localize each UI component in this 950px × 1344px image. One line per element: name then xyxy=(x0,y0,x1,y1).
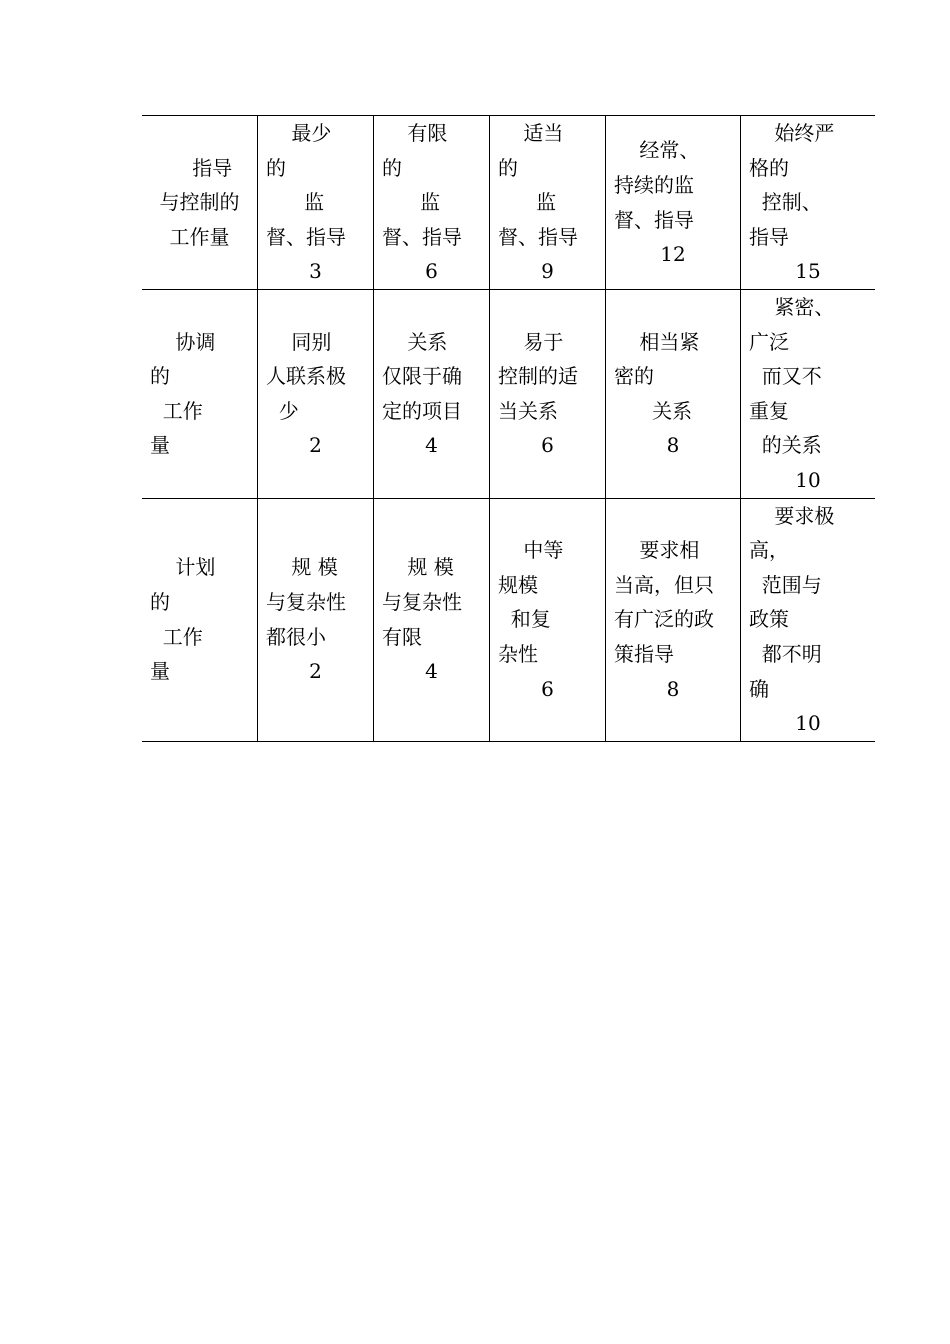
cell-line: 定的项目 xyxy=(382,398,462,423)
cell-line: 密的 xyxy=(614,364,654,389)
cell-line: 和复 xyxy=(498,607,551,632)
table-cell xyxy=(606,498,741,741)
header-line: 与控制的 xyxy=(159,190,240,215)
score-value: 3 xyxy=(309,259,322,284)
cell-line: 的关系 xyxy=(749,433,822,458)
table-cell xyxy=(741,290,876,499)
cell-line: 要求极 xyxy=(749,503,835,528)
cell-line: 规 模 xyxy=(266,555,338,580)
table-row xyxy=(142,498,875,741)
cell-line: 经常、 xyxy=(614,138,700,163)
table-row xyxy=(142,116,875,290)
score-value: 2 xyxy=(309,433,322,458)
cell-line: 督、指导 xyxy=(266,224,346,249)
cell-line: 适当 xyxy=(498,121,564,146)
score-value: 6 xyxy=(541,433,554,458)
cell-line: 人联系极 xyxy=(266,364,346,389)
cell-line: 少 xyxy=(266,398,299,423)
row-header-guidance xyxy=(142,116,258,290)
cell-line: 要求相 xyxy=(614,538,700,563)
cell-line: 最少 xyxy=(266,121,332,146)
cell-line: 范围与 xyxy=(749,572,822,597)
header-line: 的 xyxy=(150,364,170,389)
cell-line: 有限 xyxy=(382,121,448,146)
cell-line: 确 xyxy=(749,676,769,701)
cell-line: 杂性 xyxy=(498,641,538,666)
header-line: 计划 xyxy=(150,555,216,580)
cell-line: 的 xyxy=(498,155,518,180)
cell-line: 与复杂性 xyxy=(382,590,462,615)
cell-line: 当高，但只 xyxy=(614,572,714,597)
cell-line: 监 xyxy=(382,190,441,215)
score-value: 10 xyxy=(795,467,821,492)
cell-line: 当关系 xyxy=(498,398,558,423)
table-cell xyxy=(374,290,490,499)
cell-line: 都很小 xyxy=(266,624,326,649)
table-cell xyxy=(258,116,374,290)
cell-line: 关系 xyxy=(382,329,448,354)
table-cell xyxy=(606,116,741,290)
cell-line: 广泛 xyxy=(749,329,789,354)
header-line: 量 xyxy=(150,433,170,458)
cell-line: 政策 xyxy=(749,607,789,632)
cell-line: 易于 xyxy=(498,329,564,354)
cell-line: 控制的适 xyxy=(498,364,578,389)
table-cell xyxy=(374,498,490,741)
cell-line: 监 xyxy=(498,190,557,215)
cell-line: 格的 xyxy=(749,155,789,180)
cell-line: 有广泛的政 xyxy=(614,607,714,632)
score-value: 12 xyxy=(660,242,686,267)
score-value: 2 xyxy=(309,659,322,684)
cell-line: 高， xyxy=(749,538,789,563)
cell-line: 与复杂性 xyxy=(266,590,346,615)
header-line: 工作 xyxy=(150,398,203,423)
cell-line: 的 xyxy=(382,155,402,180)
header-line: 指导 xyxy=(166,155,233,180)
score-value: 4 xyxy=(425,433,438,458)
header-line: 工作 xyxy=(150,624,203,649)
cell-line: 中等 xyxy=(498,538,564,563)
cell-line: 规模 xyxy=(498,572,538,597)
row-header-planning xyxy=(142,498,258,741)
cell-line: 督、指导 xyxy=(498,224,578,249)
cell-line: 关系 xyxy=(614,398,693,423)
evaluation-table xyxy=(142,115,875,742)
cell-line: 的 xyxy=(266,155,286,180)
score-value: 15 xyxy=(795,259,821,284)
table-cell xyxy=(258,498,374,741)
score-value: 9 xyxy=(541,259,554,284)
cell-line: 指导 xyxy=(749,224,789,249)
cell-line: 督、指导 xyxy=(614,207,694,232)
cell-line: 仅限于确 xyxy=(382,364,462,389)
cell-line: 有限 xyxy=(382,624,422,649)
score-value: 6 xyxy=(425,259,438,284)
cell-line: 而又不 xyxy=(749,364,822,389)
score-value: 8 xyxy=(666,433,680,458)
score-value: 10 xyxy=(795,711,821,736)
header-line: 协调 xyxy=(150,329,216,354)
table-cell xyxy=(741,116,876,290)
table-cell xyxy=(258,290,374,499)
score-value: 8 xyxy=(666,676,680,701)
score-value: 4 xyxy=(425,659,438,684)
table-cell xyxy=(606,290,741,499)
cell-line: 重复 xyxy=(749,398,789,423)
cell-line: 监 xyxy=(266,190,325,215)
header-line: 的 xyxy=(150,590,170,615)
cell-line: 控制、 xyxy=(749,190,822,215)
table-row xyxy=(142,290,875,499)
table-cell xyxy=(490,498,606,741)
cell-line: 始终严 xyxy=(749,121,835,146)
table-cell xyxy=(490,116,606,290)
row-header-coordination xyxy=(142,290,258,499)
header-line: 量 xyxy=(150,659,170,684)
cell-line: 持续的监 xyxy=(614,172,694,197)
header-line: 工作量 xyxy=(169,224,230,249)
cell-line: 都不明 xyxy=(749,641,822,666)
cell-line: 同别 xyxy=(266,329,332,354)
cell-line: 策指导 xyxy=(614,641,674,666)
cell-line: 紧密、 xyxy=(749,295,835,319)
cell-line: 规 模 xyxy=(382,555,454,580)
cell-line: 督、指导 xyxy=(382,224,462,249)
score-value: 6 xyxy=(541,676,554,701)
table-cell xyxy=(490,290,606,499)
table-cell xyxy=(374,116,490,290)
table-cell xyxy=(741,498,876,741)
cell-line: 相当紧 xyxy=(614,329,700,354)
